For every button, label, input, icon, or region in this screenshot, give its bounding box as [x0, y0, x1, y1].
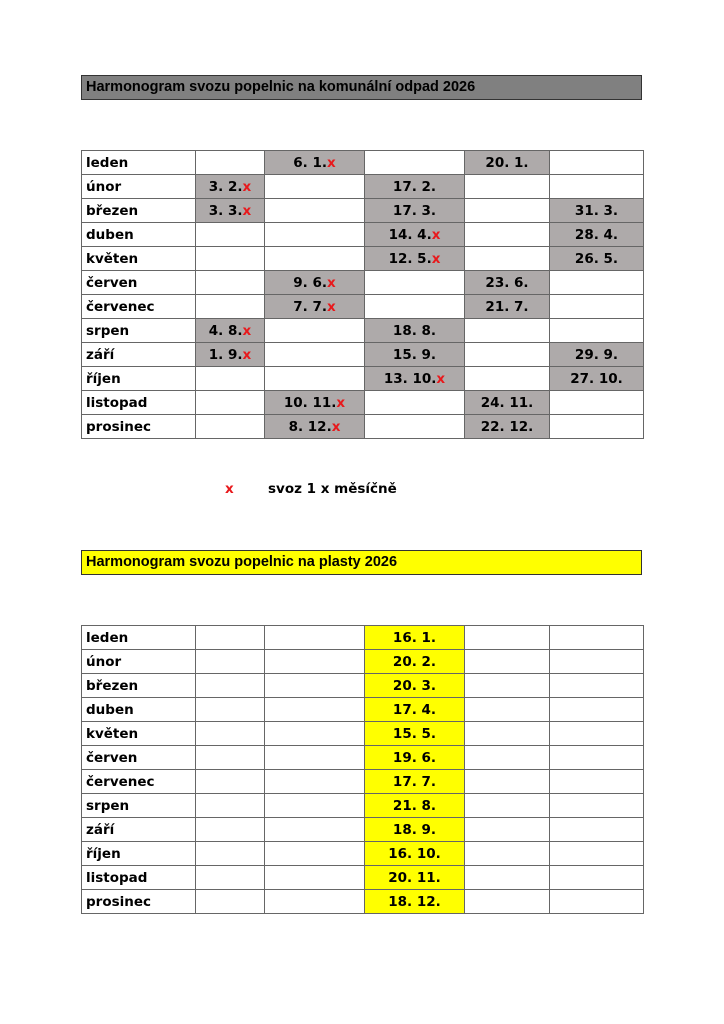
table-row: [82, 391, 644, 415]
pickup-date: 18. 8.: [392, 322, 437, 339]
pickup-date-cell: [365, 319, 465, 343]
month-cell: prosinec: [82, 415, 196, 439]
empty-cell: [550, 674, 644, 698]
monthly-pickup-mark: x: [431, 250, 441, 267]
table-row: [82, 866, 644, 890]
empty-cell: [196, 223, 265, 247]
table-row: [82, 770, 644, 794]
empty-cell: [265, 770, 365, 794]
pickup-date-cell: 15. 5.: [365, 722, 465, 746]
monthly-pickup-mark: x: [331, 418, 341, 435]
empty-cell: [365, 271, 465, 295]
empty-cell: [465, 674, 550, 698]
empty-cell: [196, 770, 265, 794]
empty-cell: [465, 698, 550, 722]
empty-cell: [465, 247, 550, 271]
month-cell: únor: [82, 175, 196, 199]
table-row: [82, 890, 644, 914]
table-row: [82, 674, 644, 698]
month-cell: květen: [82, 722, 196, 746]
monthly-pickup-mark: x: [327, 274, 336, 291]
empty-cell: [550, 770, 644, 794]
month-cell: duben: [82, 223, 196, 247]
pickup-date: 14. 4.: [388, 226, 432, 243]
month-cell: červenec: [82, 295, 196, 319]
pickup-date-cell: [265, 415, 365, 439]
empty-cell: [265, 842, 365, 866]
pickup-date: 15. 9.: [392, 346, 437, 363]
empty-cell: [196, 794, 265, 818]
empty-cell: [196, 415, 265, 439]
empty-cell: [365, 415, 465, 439]
empty-cell: [550, 391, 644, 415]
empty-cell: [365, 295, 465, 319]
empty-cell: [465, 818, 550, 842]
pickup-date-cell: [550, 199, 644, 223]
pickup-date-cell: 21. 8.: [365, 794, 465, 818]
pickup-date-cell: 19. 6.: [365, 746, 465, 770]
pickup-date-cell: [196, 319, 265, 343]
empty-cell: [550, 415, 644, 439]
pickup-date-cell: [265, 295, 365, 319]
pickup-date: 17. 2.: [392, 178, 437, 195]
pickup-date: 31. 3.: [574, 202, 619, 219]
pickup-date: 21. 7.: [485, 298, 529, 315]
monthly-pickup-mark: x: [336, 394, 346, 411]
empty-cell: [196, 842, 265, 866]
legend-mark: x: [225, 481, 234, 497]
month-cell: březen: [82, 674, 196, 698]
table-row: [82, 842, 644, 866]
monthly-pickup-mark: x: [242, 322, 252, 339]
empty-cell: [550, 698, 644, 722]
empty-cell: [265, 674, 365, 698]
empty-cell: [265, 199, 365, 223]
pickup-date: 20. 1.: [485, 154, 529, 171]
empty-cell: [265, 319, 365, 343]
month-cell: prosinec: [82, 890, 196, 914]
empty-cell: [550, 271, 644, 295]
table-row: [82, 271, 644, 295]
empty-cell: [550, 151, 644, 175]
table-row: [82, 367, 644, 391]
month-cell: listopad: [82, 866, 196, 890]
table-row: [82, 343, 644, 367]
empty-cell: [196, 626, 265, 650]
empty-cell: [550, 794, 644, 818]
monthly-pickup-mark: x: [327, 298, 336, 315]
pickup-date: 3. 3.: [208, 202, 243, 219]
empty-cell: [550, 818, 644, 842]
empty-cell: [196, 890, 265, 914]
empty-cell: [365, 151, 465, 175]
table-row: [82, 794, 644, 818]
month-cell: říjen: [82, 367, 196, 391]
pickup-date-cell: 16. 10.: [365, 842, 465, 866]
empty-cell: [550, 890, 644, 914]
pickup-date-cell: [365, 223, 465, 247]
empty-cell: [196, 391, 265, 415]
pickup-date-cell: [465, 295, 550, 319]
pickup-date-cell: 16. 1.: [365, 626, 465, 650]
pickup-date-cell: [265, 271, 365, 295]
pickup-date-cell: [465, 151, 550, 175]
empty-cell: [465, 794, 550, 818]
empty-cell: [550, 746, 644, 770]
monthly-pickup-mark: x: [431, 226, 441, 243]
empty-cell: [465, 866, 550, 890]
empty-cell: [196, 866, 265, 890]
empty-cell: [550, 866, 644, 890]
monthly-pickup-mark: x: [436, 370, 446, 387]
pickup-date-cell: 20. 2.: [365, 650, 465, 674]
table-row: [82, 175, 644, 199]
empty-cell: [465, 770, 550, 794]
month-cell: leden: [82, 151, 196, 175]
empty-cell: [196, 295, 265, 319]
empty-cell: [265, 866, 365, 890]
empty-cell: [196, 367, 265, 391]
table-row: [82, 818, 644, 842]
month-cell: srpen: [82, 794, 196, 818]
empty-cell: [265, 794, 365, 818]
pickup-date-cell: [550, 223, 644, 247]
table-row: [82, 626, 644, 650]
month-cell: květen: [82, 247, 196, 271]
pickup-date: 6. 1.: [293, 154, 328, 171]
pickup-date: 24. 11.: [480, 394, 534, 411]
month-cell: únor: [82, 650, 196, 674]
empty-cell: [465, 842, 550, 866]
table-row: [82, 199, 644, 223]
table-row: [82, 698, 644, 722]
month-cell: listopad: [82, 391, 196, 415]
pickup-date: 12. 5.: [388, 250, 432, 267]
empty-cell: [465, 199, 550, 223]
pickup-date-cell: [365, 343, 465, 367]
empty-cell: [550, 650, 644, 674]
empty-cell: [265, 890, 365, 914]
empty-cell: [265, 626, 365, 650]
empty-cell: [196, 674, 265, 698]
empty-cell: [550, 722, 644, 746]
empty-cell: [196, 151, 265, 175]
month-cell: září: [82, 818, 196, 842]
pickup-date: 29. 9.: [574, 346, 619, 363]
pickup-date: 7. 7.: [293, 298, 328, 315]
pickup-date-cell: [550, 343, 644, 367]
pickup-date: 10. 11.: [283, 394, 337, 411]
communal-waste-schedule-table: [81, 150, 644, 439]
pickup-date-cell: 18. 9.: [365, 818, 465, 842]
empty-cell: [365, 391, 465, 415]
empty-cell: [465, 722, 550, 746]
empty-cell: [265, 175, 365, 199]
empty-cell: [465, 343, 550, 367]
empty-cell: [550, 626, 644, 650]
empty-cell: [196, 722, 265, 746]
pickup-date: 27. 10.: [570, 370, 623, 387]
pickup-date: 1. 9.: [208, 346, 243, 363]
table-row: [82, 319, 644, 343]
empty-cell: [265, 247, 365, 271]
empty-cell: [465, 650, 550, 674]
plastics-title: Harmonogram svozu popelnic na plasty 2026: [81, 550, 642, 575]
month-cell: březen: [82, 199, 196, 223]
empty-cell: [465, 223, 550, 247]
communal-waste-title: Harmonogram svozu popelnic na komunální odpad 2026: [81, 75, 642, 100]
pickup-date-cell: [365, 199, 465, 223]
empty-cell: [465, 319, 550, 343]
empty-cell: [465, 175, 550, 199]
empty-cell: [550, 295, 644, 319]
pickup-date: 22. 12.: [480, 418, 534, 435]
empty-cell: [465, 367, 550, 391]
empty-cell: [465, 626, 550, 650]
empty-cell: [465, 890, 550, 914]
empty-cell: [550, 319, 644, 343]
table-row: [82, 415, 644, 439]
empty-cell: [465, 746, 550, 770]
pickup-date-cell: 20. 3.: [365, 674, 465, 698]
table-row: [82, 223, 644, 247]
pickup-date-cell: [465, 391, 550, 415]
pickup-date: 3. 2.: [208, 178, 243, 195]
empty-cell: [265, 223, 365, 247]
empty-cell: [196, 698, 265, 722]
empty-cell: [265, 698, 365, 722]
empty-cell: [265, 367, 365, 391]
month-cell: červenec: [82, 770, 196, 794]
pickup-date-cell: [465, 271, 550, 295]
month-cell: červen: [82, 746, 196, 770]
month-cell: říjen: [82, 842, 196, 866]
pickup-date: 9. 6.: [293, 274, 328, 291]
pickup-date-cell: [550, 247, 644, 271]
pickup-date-cell: [365, 175, 465, 199]
month-cell: duben: [82, 698, 196, 722]
pickup-date: 26. 5.: [574, 250, 619, 267]
pickup-date-cell: [365, 247, 465, 271]
table-row: [82, 295, 644, 319]
empty-cell: [265, 818, 365, 842]
pickup-date-cell: [265, 151, 365, 175]
plastics-schedule-table: [81, 625, 644, 914]
pickup-date: 8. 12.: [288, 418, 332, 435]
pickup-date-cell: 18. 12.: [365, 890, 465, 914]
pickup-date: 17. 3.: [392, 202, 437, 219]
pickup-date: 23. 6.: [485, 274, 529, 291]
table-row: [82, 746, 644, 770]
table-row: [82, 722, 644, 746]
empty-cell: [265, 343, 365, 367]
legend-text: svoz 1 x měsíčně: [268, 481, 397, 497]
monthly-pickup-mark: x: [242, 202, 252, 219]
pickup-date-cell: [365, 367, 465, 391]
month-cell: červen: [82, 271, 196, 295]
pickup-date-cell: 20. 11.: [365, 866, 465, 890]
empty-cell: [196, 818, 265, 842]
month-cell: srpen: [82, 319, 196, 343]
pickup-date-cell: [196, 199, 265, 223]
empty-cell: [550, 842, 644, 866]
pickup-date-cell: 17. 4.: [365, 698, 465, 722]
empty-cell: [196, 746, 265, 770]
empty-cell: [196, 247, 265, 271]
pickup-date-cell: 17. 7.: [365, 770, 465, 794]
empty-cell: [196, 650, 265, 674]
empty-cell: [196, 271, 265, 295]
pickup-date: 4. 8.: [208, 322, 243, 339]
monthly-pickup-mark: x: [327, 154, 336, 171]
pickup-date-cell: [265, 391, 365, 415]
monthly-pickup-mark: x: [242, 178, 252, 195]
table-row: [82, 650, 644, 674]
table-row: [82, 151, 644, 175]
empty-cell: [265, 746, 365, 770]
pickup-date-cell: [196, 175, 265, 199]
empty-cell: [265, 650, 365, 674]
month-cell: leden: [82, 626, 196, 650]
empty-cell: [265, 722, 365, 746]
pickup-date-cell: [550, 367, 644, 391]
table-row: [82, 247, 644, 271]
month-cell: září: [82, 343, 196, 367]
pickup-date-cell: [465, 415, 550, 439]
empty-cell: [550, 175, 644, 199]
pickup-date: 13. 10.: [383, 370, 437, 387]
pickup-date-cell: [196, 343, 265, 367]
monthly-pickup-mark: x: [242, 346, 252, 363]
pickup-date: 28. 4.: [574, 226, 619, 243]
